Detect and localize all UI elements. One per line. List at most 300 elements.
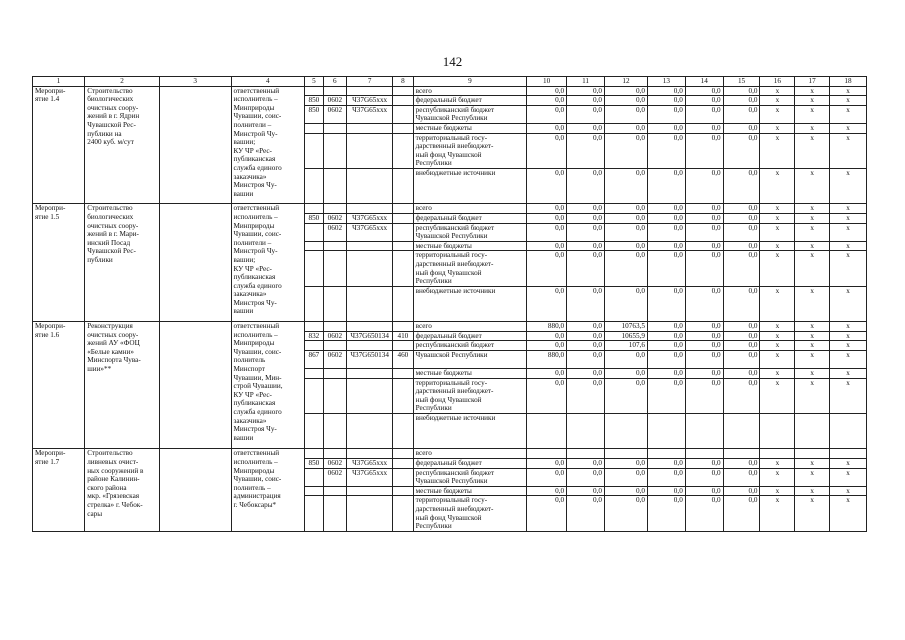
indicator-cell: x <box>795 378 830 413</box>
target-article-code <box>347 133 393 168</box>
indicator-cell: x <box>760 204 795 214</box>
object-description-cell <box>85 204 160 322</box>
amount-cell: 0,0 <box>567 223 605 241</box>
indicator-cell: x <box>795 251 830 286</box>
amount-cell: 0,0 <box>604 213 647 223</box>
indicator-cell: x <box>830 168 867 203</box>
amount-cell: 0,0 <box>567 378 605 413</box>
amount-cell: 0,0 <box>723 496 760 531</box>
grbs-code: 850 <box>305 459 323 469</box>
expense-type-code <box>393 223 413 241</box>
amount-cell: 0,0 <box>647 213 685 223</box>
amount-cell: 0,0 <box>723 251 760 286</box>
executor-line: Минспорт <box>233 365 265 374</box>
amount-cell: 0,0 <box>647 168 685 203</box>
amount-cell: 0,0 <box>685 105 723 123</box>
funding-source-cell <box>413 341 527 351</box>
indicator-cell: x <box>795 486 830 496</box>
amount-cell <box>567 414 605 449</box>
amount-cell: 0,0 <box>685 213 723 223</box>
amount-cell: 0,0 <box>723 96 760 106</box>
event-name-line: Меропри- <box>35 204 66 213</box>
funding-source-cell <box>413 204 527 214</box>
indicator-cell: x <box>795 241 830 251</box>
amount-cell: 0,0 <box>527 369 567 379</box>
indicator-cell: x <box>760 468 795 486</box>
indicator-cell: x <box>795 168 830 203</box>
executor-line: Чувашии, соис- <box>233 347 282 356</box>
grbs-code <box>305 133 323 168</box>
expense-type-code: 410 <box>393 331 413 341</box>
section-code <box>323 322 347 332</box>
amount-cell: 0,0 <box>604 378 647 413</box>
object-description-line: ливневых очист- <box>87 458 139 467</box>
expense-type-code <box>393 133 413 168</box>
funding-source-cell <box>413 123 527 133</box>
column-number: 16 <box>760 77 795 87</box>
object-description-line: биологических <box>87 95 134 104</box>
indicator-cell: x <box>830 213 867 223</box>
indicator-cell: x <box>795 213 830 223</box>
indicator-cell: x <box>830 96 867 106</box>
indicator-cell: x <box>760 496 795 531</box>
section-code: 0602 <box>323 350 347 368</box>
indicator-cell: x <box>795 86 830 96</box>
funding-source-line: внебюджетные источники <box>415 286 496 295</box>
event-name-line: ятие 1.7 <box>35 458 60 467</box>
column-number: 9 <box>413 77 527 87</box>
amount-cell <box>604 449 647 459</box>
amount-cell: 0,0 <box>567 286 605 321</box>
target-article-code <box>347 86 393 96</box>
indicator-cell: x <box>795 322 830 332</box>
amount-cell: 0,0 <box>723 241 760 251</box>
section-code <box>323 449 347 459</box>
indicator-cell: x <box>830 105 867 123</box>
funding-source-cell <box>413 96 527 106</box>
object-description-line: Чувашской Рес- <box>87 120 136 129</box>
executor-line: полнитель – <box>233 483 271 492</box>
table-row <box>33 322 867 332</box>
indicator-cell: x <box>760 331 795 341</box>
column-number: 1 <box>33 77 85 87</box>
target-article-code <box>347 123 393 133</box>
amount-cell: 0,0 <box>685 486 723 496</box>
amount-cell: 0,0 <box>604 486 647 496</box>
section-code <box>323 241 347 251</box>
empty-cell <box>159 86 231 204</box>
amount-cell: 0,0 <box>604 251 647 286</box>
indicator-cell: x <box>795 286 830 321</box>
amount-cell: 0,0 <box>604 350 647 368</box>
amount-cell: 0,0 <box>723 468 760 486</box>
section-code <box>323 168 347 203</box>
target-article-code <box>347 486 393 496</box>
executor-line: Минстроя Чу- <box>233 425 277 434</box>
column-number: 13 <box>647 77 685 87</box>
funding-source-cell <box>413 286 527 321</box>
funding-source-line: дарственный внебюджет- <box>415 142 494 151</box>
amount-cell: 0,0 <box>723 223 760 241</box>
funding-source-line: всего <box>415 204 432 213</box>
indicator-cell: x <box>760 286 795 321</box>
section-code: 0602 <box>323 96 347 106</box>
object-description-cell <box>85 86 160 204</box>
funding-source-line: Чувашской Республики <box>415 114 488 123</box>
amount-cell: 0,0 <box>527 105 567 123</box>
funding-source-cell <box>413 414 527 449</box>
amount-cell: 0,0 <box>527 331 567 341</box>
expense-type-code <box>393 378 413 413</box>
funding-source-cell <box>413 168 527 203</box>
amount-cell: 0,0 <box>723 341 760 351</box>
amount-cell: 0,0 <box>567 105 605 123</box>
funding-source-line: местные бюджеты <box>415 123 472 132</box>
target-article-code: Ч37G65xxx <box>347 468 393 486</box>
target-article-code: Ч37G65xxx <box>347 96 393 106</box>
event-name-line: Меропри- <box>35 449 66 458</box>
executor-line: Минстрой Чу- <box>233 129 278 138</box>
amount-cell: 0,0 <box>567 251 605 286</box>
funding-source-line: ный фонд Чувашской <box>415 395 482 404</box>
funding-source-line: территориальный госу- <box>415 496 488 505</box>
funding-source-line: Республики <box>415 159 452 168</box>
amount-cell: 0,0 <box>647 133 685 168</box>
amount-cell: 0,0 <box>685 86 723 96</box>
amount-cell: 0,0 <box>604 286 647 321</box>
amount-cell: 0,0 <box>604 204 647 214</box>
executor-line: ответственный <box>233 322 280 331</box>
indicator-cell <box>760 414 795 449</box>
executor-line: Чувашии, Мин- <box>233 373 282 382</box>
expense-type-code <box>393 286 413 321</box>
amount-cell: 0,0 <box>723 378 760 413</box>
budget-table <box>32 76 867 532</box>
funding-source-line: республиканский бюджет <box>415 341 495 350</box>
indicator-cell: x <box>760 369 795 379</box>
funding-source-line: Чувашской Республики <box>415 477 488 486</box>
target-article-code <box>347 369 393 379</box>
amount-cell: 0,0 <box>567 86 605 96</box>
funding-source-line: внебюджетные источники <box>415 414 496 423</box>
event-name-line: ятие 1.4 <box>35 95 60 104</box>
amount-cell: 0,0 <box>685 241 723 251</box>
executor-cell <box>231 204 305 322</box>
indicator-cell: x <box>795 204 830 214</box>
amount-cell: 0,0 <box>723 213 760 223</box>
indicator-cell: x <box>795 96 830 106</box>
amount-cell: 0,0 <box>647 105 685 123</box>
funding-source-cell <box>413 86 527 96</box>
amount-cell: 0,0 <box>647 496 685 531</box>
expense-type-code <box>393 213 413 223</box>
executor-line: служба единого <box>233 408 282 417</box>
amount-cell: 0,0 <box>604 459 647 469</box>
section-code: 0602 <box>323 468 347 486</box>
event-name-line: ятие 1.5 <box>35 212 60 221</box>
section-code: 0602 <box>323 213 347 223</box>
amount-cell: 0,0 <box>604 468 647 486</box>
object-description-line: сары <box>87 509 103 518</box>
grbs-code: 867 <box>305 350 323 368</box>
amount-cell: 0,0 <box>685 96 723 106</box>
page-number: 142 <box>442 54 463 69</box>
object-description-line: очистных соору- <box>87 103 139 112</box>
object-description-line: Строительство <box>87 204 133 213</box>
executor-line: ответственный <box>233 449 280 458</box>
executor-line: Минприроды <box>233 221 275 230</box>
amount-cell: 0,0 <box>527 168 567 203</box>
table-row <box>33 204 867 214</box>
object-description-line: жений в г. Мари- <box>87 230 139 239</box>
amount-cell: 0,0 <box>527 251 567 286</box>
funding-source-line: всего <box>415 86 432 95</box>
grbs-code: 850 <box>305 105 323 123</box>
indicator-cell: x <box>760 322 795 332</box>
expense-type-code <box>393 341 413 351</box>
amount-cell: 0,0 <box>567 133 605 168</box>
object-description-line: Строительство <box>87 86 133 95</box>
funding-source-line: дарственный внебюджет- <box>415 505 494 513</box>
budget-table-container <box>32 76 867 532</box>
amount-cell: 0,0 <box>685 459 723 469</box>
executor-line: Минприроды <box>233 466 275 475</box>
object-description-line: районе Калинин- <box>87 475 140 484</box>
column-number: 12 <box>604 77 647 87</box>
amount-cell <box>723 414 760 449</box>
indicator-cell: x <box>760 241 795 251</box>
funding-source-line: федеральный бюджет <box>415 459 482 468</box>
funding-source-cell <box>413 223 527 241</box>
amount-cell <box>647 449 685 459</box>
amount-cell: 0,0 <box>723 322 760 332</box>
grbs-code <box>305 414 323 449</box>
executor-line: ответственный <box>233 204 280 213</box>
executor-line: заказчика» <box>233 416 267 425</box>
amount-cell: 0,0 <box>685 123 723 133</box>
table-row <box>33 449 867 459</box>
amount-cell: 880,0 <box>527 322 567 332</box>
executor-line: полнители – <box>233 238 272 247</box>
grbs-code: 850 <box>305 213 323 223</box>
amount-cell: 0,0 <box>685 168 723 203</box>
amount-cell: 0,0 <box>604 496 647 531</box>
object-description-line: очистных соору- <box>87 330 139 339</box>
amount-cell: 0,0 <box>604 86 647 96</box>
executor-cell <box>231 322 305 449</box>
section-code: 0602 <box>323 459 347 469</box>
expense-type-code <box>393 449 413 459</box>
funding-source-cell <box>413 322 527 332</box>
object-description-line: «Белые камни» <box>87 347 134 356</box>
amount-cell: 0,0 <box>527 468 567 486</box>
funding-source-cell <box>413 251 527 286</box>
indicator-cell: x <box>830 331 867 341</box>
empty-cell <box>159 449 231 531</box>
indicator-cell: x <box>795 496 830 531</box>
executor-line: заказчика» <box>233 172 267 181</box>
column-number: 17 <box>795 77 830 87</box>
grbs-code <box>305 378 323 413</box>
object-description-line: публики <box>87 255 113 264</box>
indicator-cell: x <box>760 251 795 286</box>
funding-source-line: федеральный бюджет <box>415 96 482 105</box>
expense-type-code <box>393 486 413 496</box>
table-body <box>33 77 867 532</box>
executor-line: Минстрой Чу- <box>233 247 278 256</box>
section-code <box>323 204 347 214</box>
grbs-code <box>305 168 323 203</box>
executor-line: полнитель <box>233 356 266 365</box>
amount-cell: 0,0 <box>527 133 567 168</box>
amount-cell: 0,0 <box>527 378 567 413</box>
funding-source-cell <box>413 496 527 531</box>
amount-cell: 0,0 <box>723 123 760 133</box>
executor-line: полнители – <box>233 120 272 129</box>
amount-cell: 0,0 <box>723 331 760 341</box>
executor-line: вашии <box>233 433 254 442</box>
executor-line: Минстроя Чу- <box>233 181 277 190</box>
table-row <box>33 86 867 96</box>
amount-cell: 0,0 <box>647 378 685 413</box>
executor-line: ответственный <box>233 86 280 95</box>
object-description-line: Реконструкция <box>87 322 133 331</box>
amount-cell: 0,0 <box>647 459 685 469</box>
funding-source-line: Чувашской Республики <box>415 350 488 359</box>
amount-cell: 0,0 <box>604 105 647 123</box>
object-description-line: ского района <box>87 483 127 492</box>
amount-cell: 0,0 <box>723 286 760 321</box>
target-article-code: Ч37G65xxx <box>347 223 393 241</box>
funding-source-line: Республики <box>415 522 452 531</box>
funding-source-line: дарственный внебюджет- <box>415 387 494 396</box>
grbs-code <box>305 86 323 96</box>
indicator-cell: x <box>760 350 795 368</box>
amount-cell: 0,0 <box>527 496 567 531</box>
indicator-cell <box>830 449 867 459</box>
expense-type-code <box>393 369 413 379</box>
amount-cell: 0,0 <box>567 369 605 379</box>
executor-line: публиканская <box>233 399 276 408</box>
funding-source-line: внебюджетные источники <box>415 168 496 177</box>
grbs-code <box>305 223 323 241</box>
section-code: 0602 <box>323 105 347 123</box>
amount-cell: 0,0 <box>723 350 760 368</box>
amount-cell: 0,0 <box>527 213 567 223</box>
section-code <box>323 133 347 168</box>
column-number: 5 <box>305 77 323 87</box>
indicator-cell: x <box>830 204 867 214</box>
amount-cell: 107,6 <box>604 341 647 351</box>
amount-cell: 0,0 <box>647 486 685 496</box>
executor-line: КУ ЧР «Рес- <box>233 390 272 399</box>
object-description-line: биологических <box>87 212 134 221</box>
section-code <box>323 414 347 449</box>
funding-source-line: местные бюджеты <box>415 369 472 378</box>
expense-type-code <box>393 168 413 203</box>
amount-cell: 0,0 <box>647 86 685 96</box>
funding-source-cell <box>413 468 527 486</box>
expense-type-code: 460 <box>393 350 413 368</box>
executor-line: Минприроды <box>233 339 275 348</box>
amount-cell <box>527 414 567 449</box>
target-article-code: Ч37G650134 <box>347 350 393 368</box>
expense-type-code <box>393 204 413 214</box>
indicator-cell: x <box>760 105 795 123</box>
object-description-cell <box>85 322 160 449</box>
amount-cell: 0,0 <box>527 223 567 241</box>
column-number: 11 <box>567 77 605 87</box>
indicator-cell <box>830 414 867 449</box>
indicator-cell <box>795 414 830 449</box>
column-number: 3 <box>159 77 231 87</box>
object-description-line: инский Посад <box>87 238 131 247</box>
amount-cell: 0,0 <box>685 331 723 341</box>
section-code <box>323 123 347 133</box>
amount-cell <box>685 414 723 449</box>
amount-cell: 0,0 <box>567 331 605 341</box>
column-number: 18 <box>830 77 867 87</box>
executor-line: вашии; <box>233 138 256 147</box>
indicator-cell: x <box>795 133 830 168</box>
indicator-cell: x <box>830 341 867 351</box>
funding-source-line: территориальный госу- <box>415 378 488 387</box>
executor-line: КУ ЧР «Рес- <box>233 264 272 273</box>
indicator-cell: x <box>760 86 795 96</box>
target-article-code <box>347 251 393 286</box>
indicator-cell: x <box>830 496 867 531</box>
amount-cell: 0,0 <box>604 223 647 241</box>
funding-source-line: местные бюджеты <box>415 486 472 495</box>
executor-line: Чувашии, соис- <box>233 230 282 239</box>
target-article-code: Ч37G65xxx <box>347 459 393 469</box>
section-code <box>323 286 347 321</box>
indicator-cell: x <box>795 350 830 368</box>
amount-cell: 0,0 <box>567 486 605 496</box>
column-number: 6 <box>323 77 347 87</box>
target-article-code: Ч37G65xxx <box>347 213 393 223</box>
amount-cell: 0,0 <box>647 468 685 486</box>
executor-line: исполнитель – <box>233 95 278 104</box>
indicator-cell: x <box>760 123 795 133</box>
indicator-cell: x <box>830 378 867 413</box>
target-article-code <box>347 341 393 351</box>
target-article-code <box>347 378 393 413</box>
executor-line: вашии; <box>233 255 256 264</box>
amount-cell <box>647 414 685 449</box>
indicator-cell: x <box>830 86 867 96</box>
funding-source-cell <box>413 105 527 123</box>
amount-cell: 0,0 <box>685 322 723 332</box>
amount-cell: 0,0 <box>527 86 567 96</box>
funding-source-line: федеральный бюджет <box>415 213 482 222</box>
funding-source-line: территориальный госу- <box>415 133 488 142</box>
amount-cell: 0,0 <box>567 96 605 106</box>
indicator-cell: x <box>795 123 830 133</box>
target-article-code <box>347 241 393 251</box>
indicator-cell: x <box>760 341 795 351</box>
event-name-line: Меропри- <box>35 86 66 95</box>
indicator-cell: x <box>760 213 795 223</box>
amount-cell: 0,0 <box>567 168 605 203</box>
amount-cell: 0,0 <box>527 96 567 106</box>
amount-cell: 0,0 <box>685 496 723 531</box>
target-article-code: Ч37G65xxx <box>347 105 393 123</box>
amount-cell: 880,0 <box>527 350 567 368</box>
amount-cell: 0,0 <box>567 213 605 223</box>
event-name-line: Меропри- <box>35 322 66 331</box>
indicator-cell: x <box>830 322 867 332</box>
